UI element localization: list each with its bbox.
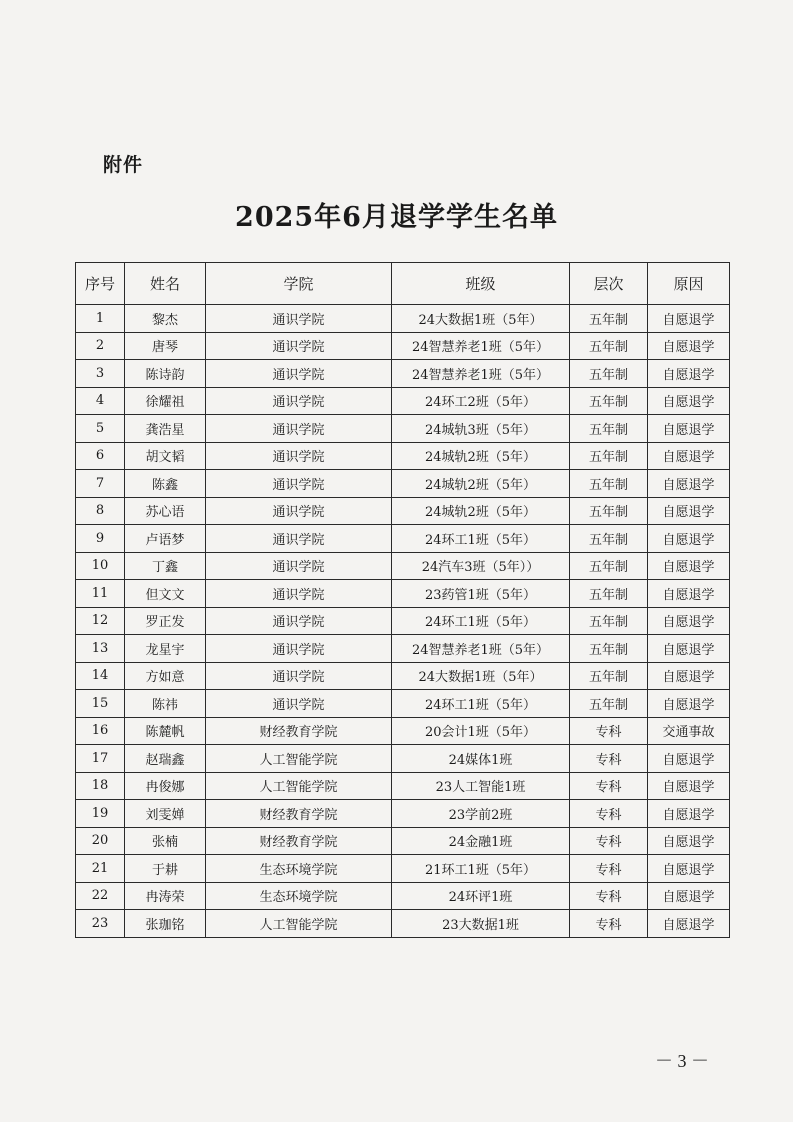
cell-seq: 9 <box>76 525 125 553</box>
cell-seq: 19 <box>76 800 125 828</box>
cell-seq: 11 <box>76 580 125 608</box>
cell-college: 人工智能学院 <box>206 910 392 938</box>
cell-level: 五年制 <box>570 470 648 498</box>
column-header-college: 学院 <box>206 263 392 305</box>
cell-seq: 7 <box>76 470 125 498</box>
cell-college: 生态环境学院 <box>206 855 392 883</box>
cell-college: 通识学院 <box>206 690 392 718</box>
cell-college: 通识学院 <box>206 387 392 415</box>
cell-college: 财经教育学院 <box>206 800 392 828</box>
cell-seq: 1 <box>76 305 125 333</box>
cell-class: 24环工1班（5年） <box>392 607 570 635</box>
cell-name: 赵瑞鑫 <box>125 745 206 773</box>
table-row <box>76 717 730 745</box>
cell-seq: 2 <box>76 332 125 360</box>
cell-reason: 自愿退学 <box>648 635 730 663</box>
cell-college: 人工智能学院 <box>206 745 392 773</box>
cell-class: 24大数据1班（5年） <box>392 662 570 690</box>
cell-college: 通识学院 <box>206 552 392 580</box>
table-row <box>76 497 730 525</box>
table-row <box>76 415 730 443</box>
cell-name: 龚浩星 <box>125 415 206 443</box>
cell-college: 通识学院 <box>206 635 392 663</box>
cell-level: 五年制 <box>570 442 648 470</box>
cell-reason: 自愿退学 <box>648 415 730 443</box>
cell-name: 陈鑫 <box>125 470 206 498</box>
cell-class: 24环工2班（5年） <box>392 387 570 415</box>
cell-seq: 3 <box>76 360 125 388</box>
cell-level: 专科 <box>570 745 648 773</box>
cell-reason: 自愿退学 <box>648 525 730 553</box>
cell-class: 24环工1班（5年） <box>392 690 570 718</box>
cell-reason: 自愿退学 <box>648 580 730 608</box>
cell-level: 五年制 <box>570 332 648 360</box>
table-row <box>76 470 730 498</box>
cell-name: 方如意 <box>125 662 206 690</box>
cell-reason: 自愿退学 <box>648 470 730 498</box>
table-body <box>76 305 730 938</box>
column-header-level: 层次 <box>570 263 648 305</box>
cell-college: 通识学院 <box>206 497 392 525</box>
table-row <box>76 332 730 360</box>
cell-name: 唐琴 <box>125 332 206 360</box>
cell-reason: 自愿退学 <box>648 772 730 800</box>
cell-seq: 21 <box>76 855 125 883</box>
cell-seq: 10 <box>76 552 125 580</box>
table-row <box>76 772 730 800</box>
cell-class: 24智慧养老1班（5年） <box>392 635 570 663</box>
cell-reason: 自愿退学 <box>648 910 730 938</box>
attachment-label: 附件 <box>103 154 144 176</box>
cell-level: 五年制 <box>570 415 648 443</box>
cell-college: 通识学院 <box>206 580 392 608</box>
table-row <box>76 910 730 938</box>
cell-college: 通识学院 <box>206 305 392 333</box>
cell-seq: 23 <box>76 910 125 938</box>
cell-class: 24汽车3班（5年）） <box>392 552 570 580</box>
cell-seq: 12 <box>76 607 125 635</box>
cell-level: 专科 <box>570 772 648 800</box>
cell-class: 24城轨2班（5年） <box>392 497 570 525</box>
cell-seq: 8 <box>76 497 125 525</box>
cell-seq: 15 <box>76 690 125 718</box>
cell-level: 专科 <box>570 882 648 910</box>
table-row <box>76 305 730 333</box>
cell-class: 24城轨3班（5年） <box>392 415 570 443</box>
table-row <box>76 827 730 855</box>
table-row <box>76 552 730 580</box>
table-row <box>76 387 730 415</box>
cell-name: 苏心语 <box>125 497 206 525</box>
cell-class: 24城轨2班（5年） <box>392 442 570 470</box>
cell-level: 五年制 <box>570 305 648 333</box>
cell-name: 陈麓帆 <box>125 717 206 745</box>
withdrawal-table <box>75 262 730 938</box>
cell-level: 五年制 <box>570 690 648 718</box>
cell-seq: 17 <box>76 745 125 773</box>
cell-college: 通识学院 <box>206 442 392 470</box>
cell-college: 通识学院 <box>206 360 392 388</box>
cell-class: 23药管1班（5年） <box>392 580 570 608</box>
cell-reason: 自愿退学 <box>648 882 730 910</box>
table-row <box>76 442 730 470</box>
table-row <box>76 525 730 553</box>
page-number: － 3 － <box>655 1051 709 1071</box>
column-header-reason: 原因 <box>648 263 730 305</box>
column-header-seq: 序号 <box>76 263 125 305</box>
cell-level: 五年制 <box>570 525 648 553</box>
cell-level: 五年制 <box>570 360 648 388</box>
cell-college: 通识学院 <box>206 470 392 498</box>
cell-reason: 自愿退学 <box>648 442 730 470</box>
cell-level: 五年制 <box>570 552 648 580</box>
table-row <box>76 607 730 635</box>
cell-level: 专科 <box>570 717 648 745</box>
cell-name: 罗正发 <box>125 607 206 635</box>
table-row <box>76 745 730 773</box>
cell-class: 23大数据1班 <box>392 910 570 938</box>
cell-reason: 自愿退学 <box>648 305 730 333</box>
cell-level: 五年制 <box>570 497 648 525</box>
cell-seq: 6 <box>76 442 125 470</box>
cell-seq: 22 <box>76 882 125 910</box>
cell-class: 23学前2班 <box>392 800 570 828</box>
cell-level: 五年制 <box>570 387 648 415</box>
cell-college: 生态环境学院 <box>206 882 392 910</box>
table-row <box>76 882 730 910</box>
cell-class: 21环工1班（5年） <box>392 855 570 883</box>
cell-seq: 16 <box>76 717 125 745</box>
cell-college: 通识学院 <box>206 415 392 443</box>
cell-reason: 自愿退学 <box>648 360 730 388</box>
cell-class: 24媒体1班 <box>392 745 570 773</box>
cell-class: 23人工智能1班 <box>392 772 570 800</box>
cell-class: 24金融1班 <box>392 827 570 855</box>
cell-class: 24大数据1班（5年） <box>392 305 570 333</box>
cell-name: 陈祎 <box>125 690 206 718</box>
cell-reason: 自愿退学 <box>648 662 730 690</box>
cell-reason: 自愿退学 <box>648 745 730 773</box>
cell-level: 五年制 <box>570 635 648 663</box>
cell-name: 卢语梦 <box>125 525 206 553</box>
cell-name: 黎杰 <box>125 305 206 333</box>
cell-college: 通识学院 <box>206 662 392 690</box>
cell-seq: 4 <box>76 387 125 415</box>
cell-seq: 13 <box>76 635 125 663</box>
cell-name: 张楠 <box>125 827 206 855</box>
cell-level: 专科 <box>570 910 648 938</box>
cell-seq: 5 <box>76 415 125 443</box>
column-header-name: 姓名 <box>125 263 206 305</box>
cell-class: 24智慧养老1班（5年） <box>392 360 570 388</box>
cell-level: 专科 <box>570 855 648 883</box>
cell-college: 通识学院 <box>206 332 392 360</box>
cell-reason: 自愿退学 <box>648 607 730 635</box>
table-row <box>76 855 730 883</box>
cell-reason: 自愿退学 <box>648 332 730 360</box>
cell-level: 五年制 <box>570 607 648 635</box>
cell-class: 24环评1班 <box>392 882 570 910</box>
document-title: 2025年6月退学学生名单 <box>235 202 558 233</box>
cell-seq: 14 <box>76 662 125 690</box>
column-header-class: 班级 <box>392 263 570 305</box>
cell-college: 通识学院 <box>206 525 392 553</box>
cell-name: 冉俊娜 <box>125 772 206 800</box>
cell-college: 财经教育学院 <box>206 827 392 855</box>
cell-reason: 自愿退学 <box>648 497 730 525</box>
cell-name: 但文文 <box>125 580 206 608</box>
table-row <box>76 360 730 388</box>
cell-name: 冉涛荣 <box>125 882 206 910</box>
cell-reason: 交通事故 <box>648 717 730 745</box>
cell-level: 五年制 <box>570 580 648 608</box>
cell-college: 人工智能学院 <box>206 772 392 800</box>
cell-college: 财经教育学院 <box>206 717 392 745</box>
cell-class: 20会计1班（5年） <box>392 717 570 745</box>
table-header-row <box>76 263 730 305</box>
table-row <box>76 800 730 828</box>
cell-name: 于耕 <box>125 855 206 883</box>
cell-college: 通识学院 <box>206 607 392 635</box>
cell-reason: 自愿退学 <box>648 690 730 718</box>
cell-seq: 18 <box>76 772 125 800</box>
cell-level: 专科 <box>570 800 648 828</box>
cell-reason: 自愿退学 <box>648 552 730 580</box>
cell-name: 张珈铭 <box>125 910 206 938</box>
cell-level: 专科 <box>570 827 648 855</box>
table-row <box>76 690 730 718</box>
cell-reason: 自愿退学 <box>648 855 730 883</box>
cell-class: 24智慧养老1班（5年） <box>392 332 570 360</box>
cell-seq: 20 <box>76 827 125 855</box>
cell-class: 24环工1班（5年） <box>392 525 570 553</box>
cell-reason: 自愿退学 <box>648 827 730 855</box>
cell-reason: 自愿退学 <box>648 800 730 828</box>
cell-name: 丁鑫 <box>125 552 206 580</box>
cell-class: 24城轨2班（5年） <box>392 470 570 498</box>
cell-name: 徐耀祖 <box>125 387 206 415</box>
table-row <box>76 635 730 663</box>
cell-name: 胡文韬 <box>125 442 206 470</box>
cell-name: 龙星宇 <box>125 635 206 663</box>
cell-reason: 自愿退学 <box>648 387 730 415</box>
cell-name: 刘雯婵 <box>125 800 206 828</box>
cell-level: 五年制 <box>570 662 648 690</box>
cell-name: 陈诗韵 <box>125 360 206 388</box>
table-row <box>76 662 730 690</box>
table-row <box>76 580 730 608</box>
